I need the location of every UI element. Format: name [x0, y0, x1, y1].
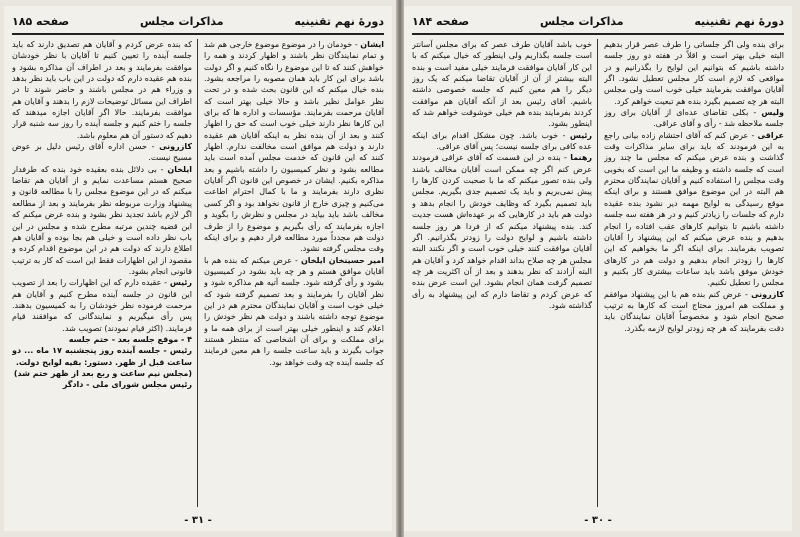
speaker-name: کازرونی: [751, 289, 784, 299]
speech-text: عقیده دارم که این اظهارات را بعد از تصویب این قانون در جلسه آینده مطرح کنیم و آقایان هم مرحمت فرموده نظر خودشان را به کمیسیون بدهند. پس رأی میگیریم و نمایندگانی که موافقند قیام فرمایند. (اکثر قیام نمودند) تصویب شد.: [12, 278, 192, 333]
speech-text: بنده در این قسمت که آقای عراقی فرمودند عرض کنم اگر چه ممکن است آقایان مخالف باشند ولی بنده تصور میکنم که ما با صحبت کردن کارها را پیش نمی‌بریم و باید یک تصمیم جدی بگیریم. مجلس باید تصمیم بگیرد که وظایف خودش را انجام بدهد و دولت هم باید در کارهایی که بر عهده‌اش هست جدیت کند. بنده پیشنهاد میکنم که از فردا هر روز جلسه داشته باشیم و لوایح دولت را زودتر بگذرانیم. اگر آقایان موافقت کنند خیلی خوب است و اگر نکنند البته مجلس هر چه صلاح بداند اقدام خواهد کرد و آقایان هم البته آزادند که نظر بدهند و بعد از آن اکثریت هر چه تصمیم گرفت همان انجام بشود. این است عرض بنده که عرض کردم و تقاضا دارم که این پیشنهاد به رأی گذاشته شود.: [412, 153, 592, 310]
paragraph: رئیس - خوب باشد. چون مشکل اقدام برای اینکه عده کافی برای جلسه نیست؛ پس آقای عراقی.: [412, 130, 592, 152]
left-page-right-column: [204, 39, 384, 507]
section-heading: ۴ - موقع جلسه بعد - ختم جلسه: [68, 334, 192, 344]
speaker-name: کازرونی: [159, 142, 192, 152]
speaker-name: رئیس: [569, 130, 592, 140]
paragraph: رهنما - بنده در این قسمت که آقای عراقی فرمودند عرض کنم اگر چه ممکن است آقایان مخالف باشند ولی بنده تصور میکنم که ما با صحبت کردن کارها را پیش نمی‌بریم و باید یک تصمیم جدی بگیریم. مجلس باید تصمیم بگیرد که وظایف خودش را انجام بدهد و دولت هم باید در کارهایی که بر عهده‌اش هست جدیت کند. بنده پیشنهاد میکنم که از فردا هر روز جلسه داشته باشیم و لوایح دولت را زودتر بگذرانیم. اگر آقایان موافقت کنند خیلی خوب است و اگر نکنند البته مجلس هر چه صلاح بداند اقدام خواهد کرد و آقایان هم البته آزادند که نظر بدهند و بعد از آن اکثریت هر چه تصمیم گرفت همان انجام بشود. این است عرض بنده که عرض کردم و تقاضا دارم که این پیشنهاد به رأی گذاشته شود.: [412, 153, 592, 310]
speech-text: عرض کنم بنده هم با این پیشنهاد موافقم و مملکت هم امروز محتاج است که کارها به ترتیب صحیح انجام شود و مخصوصاً آقایان نمایندگان باید دقت بفرمایند که هر چه زودتر لوایح لازمه بگذرد.: [604, 289, 784, 333]
speech-text: بکلی تقاضای عده‌ای از آقایان برای روز جلسه ملاحظه شد - رأی و آقای عراقی.: [604, 108, 784, 129]
paragraph: ایشان - خودمان را در موضوع موضوع خارجی هم شد و تمام نمایندگان نظر باشند و اظهار کردند و همه را خواهش کنند که تا این موضوع را نگاه کنیم و اگر دولت باشد برای این کار باید همان مصوبه را مراجعه بشود. بنده خیال میکنم که این قانون بحث شده و در تحت نظر عوامل نظیر باشد و حالا خیلی بهتر است که آقایان مرحمت بفرمایند. مؤسسات و اداره ها که برای این کارها نظر دارند خیلی خوب است که حق را اظهار کنند و بعد از آن بنده نظر به اینکه آقایان هم عقیده دارند و دولت هم موافق است مخالفت ندارم. اظهار کنند که این قانون که خدمت مجلس آمده است باید مطالعه بشود و نظر کمیسیون را داشته باشیم و بعد مذاکره بکنیم. ایشان در خصوص این قانون اگر آقایان نظری دارند بفرمایند و ما با کمال احترام اطاعت می‌کنیم و چیزی خارج از قانون نخواهد بود و اگر کسی مخالف باشد باید بیاید در مجلس و نظرش را بگوید و اجازه بفرمایند که رأی بگیریم و موضوع را از طرف دولت هم مجدداً مورد مطالعه قرار دهیم و برای اینکه وقت مجلس گرفته نشود.: [204, 40, 384, 254]
paragraph: کازرونی - حسن اداره آقای رئیس دلیل بر عوض مسیح نیست.: [12, 142, 192, 163]
right-header-rule: [412, 33, 784, 35]
left-page: [4, 6, 392, 531]
signature-line: رئیس مجلس شورای ملی - دادگر: [62, 380, 192, 390]
speech-text: عرض میکنم که بنده هم با آقایان موافق هستم و هر چه باید بشود در کمیسیون بشود و رأی گرفته شود. جلسه آتیه هم مذاکره شود و نظر آقایان را بفرمایند و بعد تصمیم گرفته شود که خیلی خوب است و آقایان نمایندگان محترم هم در این موضوع توجه داشته باشند و دولت هم نظر خودش را اعلام کند و اینطور خیلی بهتر است از برای همه ما و برای مملکت و برای آن اشخاصی که منتظر هستند جواب بگیرند و باید ساعت جلسه را هم معین فرمایند که جلسه آینده چه وقت خواهد بود.: [204, 255, 384, 367]
left-page-title: مذاکرات مجلس: [139, 14, 224, 28]
left-page-number-label: صفحه ۱۸۵: [12, 14, 70, 28]
right-page-header: [412, 10, 784, 32]
speech-text: عرض کنم که آقای احتشام زاده بیانی راجع به این فرمودند که باید برای سایر مذاکرات وقت گذاشت و بنده عرض میکنم که مجلس ما چند روز است که جلسه داشته و وظیفه ما این است که بخوبی وقت مجلس را استفاده کنیم و آقایان نمایندگان محترم هم البته در این موضوع موافق هستند و برای اینکه موقع رسیدگی به لوایح مهمه دیر نشود بنده عقیده دارم که جلسات را زیادتر کنیم و در هر هفته سه جلسه داشته باشیم تا بتوانیم کارهای عقب افتاده را انجام بدهیم و بنده عرض میکنم که این پیشنهاد را آقایان تصویب بفرمایند. برای اینکه اگر ما بخواهیم که این کارها را زودتر انجام بدهیم و دولت هم در کارهای خودش موفق باشد باید ساعات بیشتری کار بکنیم و مجلس را تعطیل نکنیم.: [604, 130, 784, 288]
paragraph: امیر حسینخان ایلخان - عرض میکنم که بنده هم با آقایان موافق هستم و هر چه باید بشود در کمیسیون بشود و رأی گرفته شود. جلسه آتیه هم مذاکره شود و نظر آقایان را بفرمایند و بعد تصمیم گرفته شود که خیلی خوب است و آقایان نمایندگان محترم هم در این موضوع توجه داشته باشند و دولت هم نظر خودش را اعلام کند و اینطور خیلی بهتر است از برای همه ما و برای مملکت و برای آن اشخاصی که منتظر هستند جواب بگیرند و باید ساعت جلسه را هم معین فرمایند که جلسه آینده چه وقت خواهد بود.: [204, 255, 384, 367]
left-header-rule: [12, 33, 384, 35]
right-page-number-label: صفحه ۱۸۴: [412, 14, 470, 28]
left-page-session: دورهٔ نهم تقنینیه: [294, 14, 384, 28]
left-page-header: [12, 10, 384, 32]
speaker-name: ایلخان: [167, 164, 192, 174]
paragraph: رئیس - عقیده دارم که این اظهارات را بعد از تصویب این قانون در جلسه آینده مطرح کنیم و آقایان هم مرحمت فرموده نظر خودشان را به کمیسیون بدهند. پس رأی میگیریم و نمایندگانی که موافقند قیام فرمایند. (اکثر قیام نمودند) تصویب شد.: [12, 278, 192, 333]
paragraph: ولیس - بکلی تقاضای عده‌ای از آقایان برای روز جلسه ملاحظه شد - رأی و آقای عراقی.: [604, 108, 784, 129]
paragraph: برای بنده ولی اگر جلساتی را طرف عصر قرار بدهیم البته خیلی بهتر است و اقلاً در هفته دو روز جلسه داشته باشیم که بتوانیم این لوایح را بگذرانیم و در مواقعی که لازم است کار مجلس تعطیل نشود. اگر آقایان موافقت بفرمایند خیلی خوب است ولی مجلس البته هر چه تصمیم بگیرد بنده هم تبعیت خواهم کرد.: [604, 40, 784, 106]
closing-line: (مجلس نیم ساعت و ربع بعد از ظهر ختم شد): [13, 368, 192, 378]
speaker-name: امیر حسینخان ایلخان: [300, 255, 384, 265]
right-page-footer-number: - ۳۰ -: [584, 515, 612, 526]
speaker-name: ایشان: [360, 40, 384, 49]
speech-text: بی دلائل بنده بعقیده خود بنده که طرفدار صحیح هستم مساعدت نمایم و از آقایان هم تقاضا میکنم که در این موضوع مجلس را با مطالعه قانون و پیشنهاد وزارت مربوطه نظر بفرمایند و بعد از مطالعه اگر لازم باشد تجدید نظر بشود و بنده عرض میکنم که این قضیه چندین مرتبه مطرح شده و مجلس در این باب نظر داده است و خیلی هم بجا بوده و آقایان هم اطلاع دارند که دولت هم در این موضوع اقدام کرده و مقصود از این اظهارات فقط این است که کار به ترتیب قانونی انجام بشود.: [12, 164, 192, 276]
paragraph: کازرونی - عرض کنم بنده هم با این پیشنهاد موافقم و مملکت هم امروز محتاج است که کارها به ترتیب صحیح انجام شود و مخصوصاً آقایان نمایندگان باید دقت بفرمایند که هر چه زودتر لوایح لازمه بگذرد.: [604, 289, 784, 333]
speaker-name: رئیس: [169, 278, 192, 288]
speech-text: خوب باشد. چون مشکل اقدام برای اینکه عده کافی برای جلسه نیست؛ پس آقای عراقی.: [412, 130, 592, 152]
paragraph: ایلخان - بی دلائل بنده بعقیده خود بنده که طرفدار صحیح هستم مساعدت نمایم و از آقایان هم تقاضا میکنم که در این موضوع مجلس را با مطالعه قانون و پیشنهاد وزارت مربوطه نظر بفرمایند و بعد از مطالعه اگر لازم باشد تجدید نظر بشود و بنده عرض میکنم که این قضیه چندین مرتبه مطرح شده و مجلس در این باب نظر داده است و خیلی هم بجا بوده و آقایان هم اطلاع دارند که دولت هم در این موضوع اقدام کرده و مقصود از این اظهارات فقط این است که کار به ترتیب قانونی انجام بشود.: [12, 164, 192, 276]
column-divider: [197, 39, 198, 507]
right-page: [404, 6, 792, 531]
speaker-name: ولیس: [761, 108, 784, 118]
right-page-right-column: [604, 39, 784, 507]
book-gutter: [396, 0, 404, 537]
left-page-footer-number: - ۳۱ -: [184, 515, 212, 526]
paragraph: عراقی - عرض کنم که آقای احتشام زاده بیانی راجع به این فرمودند که باید برای سایر مذاکرات وقت گذاشت و بنده عرض میکنم که مجلس ما چند روز است که جلسه داشته و وظیفه ما این است که بخوبی وقت مجلس را استفاده کنیم و آقایان نمایندگان محترم هم البته در این موضوع موافق هستند و برای اینکه موقع رسیدگی به لوایح مهمه دیر نشود بنده عقیده دارم که جلسات را زیادتر کنیم و در هر هفته سه جلسه داشته باشیم تا بتوانیم کارهای عقب افتاده را انجام بدهیم و بنده عرض میکنم که این پیشنهاد را آقایان تصویب بفرمایند. برای اینکه اگر ما بخواهیم که این کارها را زودتر انجام بدهیم و دولت هم در کارهای خودش موفق باشد باید ساعات بیشتری کار بکنیم و مجلس را تعطیل نکنیم.: [604, 130, 784, 288]
speech-text: حسن اداره آقای رئیس دلیل بر عوض مسیح نیست.: [12, 142, 192, 163]
speaker-name: رهنما: [570, 153, 592, 163]
speaker-name: عراقی: [757, 130, 784, 140]
right-page-left-column: [412, 39, 592, 507]
closing-line: رئیس - جلسه آینده روز پنجشنبه ۱۷ ماه ... دو ساعت قبل از ظهر. دستور: بقیه لوایح دولت.: [12, 346, 192, 367]
left-page-left-column: [12, 39, 192, 507]
column-divider: [597, 39, 598, 507]
paragraph: خوب باشد آقایان طرف عصر که برای مجلس آسانتر است جلسه بگذاریم ولی اینطور که خیال میکنم که با این کار آقایان موافقت فرمایند خیلی مفید است و بنده البته بیشتر از آن از آقایان تقاضا میکنم که یک روز دیگر را هم معین کنیم که جلسه خصوصی داشته باشیم. آقای رئیس بعد از آنکه آقایان هم موافقت کردند بفرمایند بنده هم خیلی خوشوقت خواهم شد که اینطور بشود.: [412, 40, 592, 129]
right-page-title: مذاکرات مجلس: [539, 14, 624, 28]
paragraph: که بنده عرض کردم و آقایان هم تصدیق دارند که باید جلسه آینده را تعیین کنیم تا آقایان با نظر خودشان موافقت بفرمایند و بعد در اطراف آن مذاکره بشود و بنده هم عقیده دارم که دولت در این باب باید نظر بدهد و وزراء هم در مجلس باشند و حاضر شوند تا در اطراف این مسائل توضیحات لازم را بدهند و آقایان هم موافقت بفرمایند. حالا اگر آقایان اجازه میدهند که جلسه را ختم کنیم و جلسه آینده را روز سه شنبه قرار دهیم که دستور آن هم معلوم باشد.: [12, 40, 192, 140]
speech-text: خودمان را در موضوع موضوع خارجی هم شد و تمام نمایندگان نظر باشند و اظهار کردند و همه را خواهش کنند که تا این موضوع را نگاه کنیم و اگر دولت باشد برای این کار باید همان مصوبه را مراجعه بشود. بنده خیال میکنم که این قانون بحث شده و در تحت نظر عوامل نظیر باشد و حالا خیلی بهتر است که آقایان مرحمت بفرمایند. مؤسسات و اداره ها که برای این کارها نظر دارند خیلی خوب است که حق را اظهار کنند و بعد از آن بنده نظر به اینکه آقایان هم عقیده دارند و دولت هم موافق است مخالفت ندارم. اظهار کنند که این قانون که خدمت مجلس آمده است باید مطالعه بشود و نظر کمیسیون را داشته باشیم و بعد مذاکره بکنیم. ایشان در خصوص این قانون اگر آقایان نظری دارند بفرمایند و ما با کمال احترام اطاعت می‌کنیم و چیزی خارج از قانون نخواهد بود و اگر کسی مخالف باشد باید بیاید در مجلس و نظرش را بگوید و اجازه بفرمایند که رأی بگیریم و موضوع را از طرف دولت هم مجدداً مورد مطالعه قرار دهیم و برای اینکه وقت مجلس گرفته نشود.: [204, 40, 384, 254]
right-page-session: دورهٔ نهم تقنینیه: [694, 14, 784, 28]
